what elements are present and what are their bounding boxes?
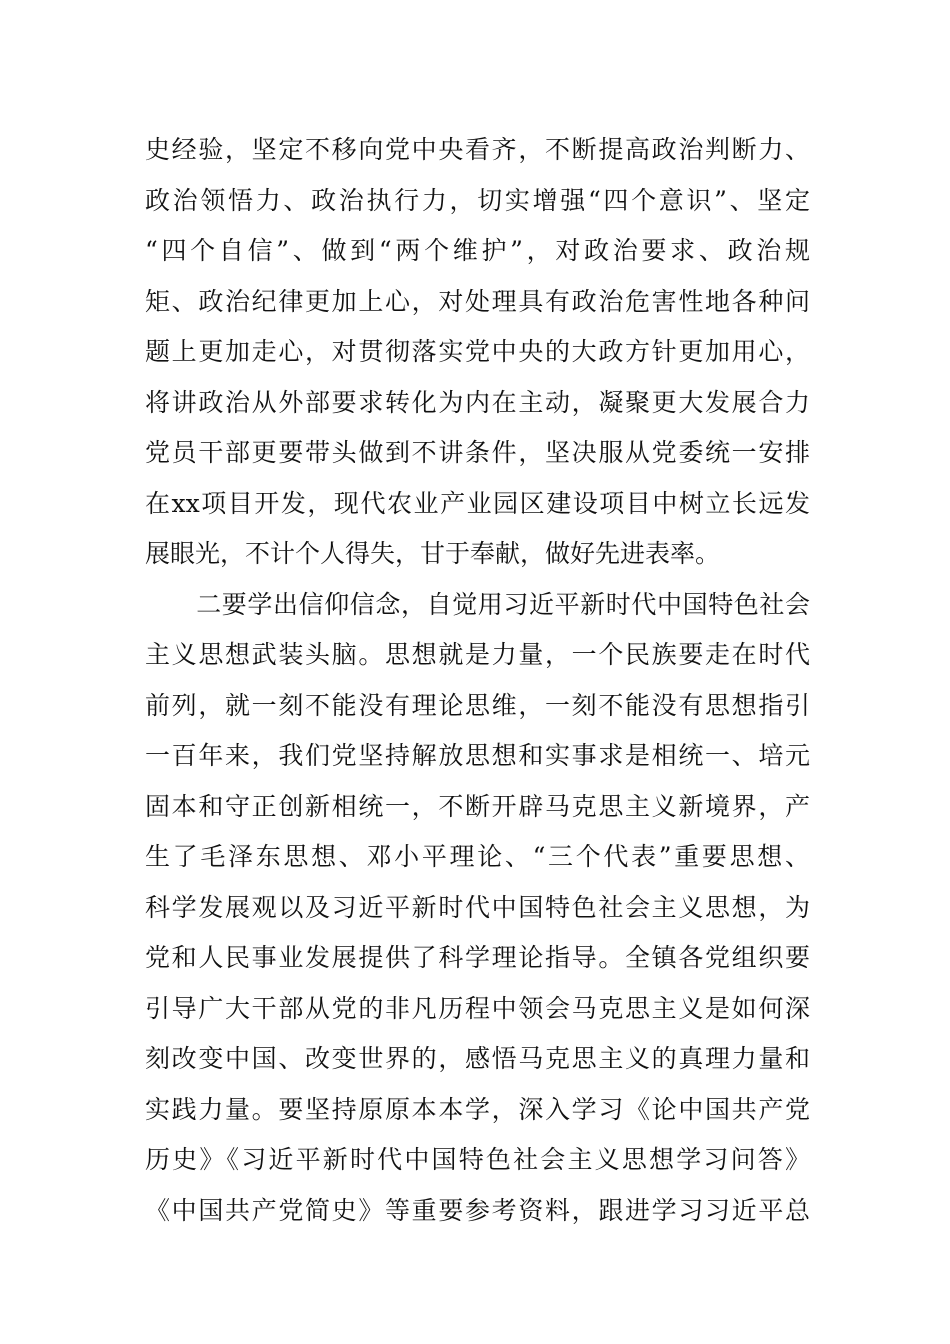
text-line: 在xx项目开发，现代农业产业园区建设项目中树立长远发 — [145, 489, 810, 518]
text-line: 党和人民事业发展提供了科学理论指导。全镇各党组织要 — [145, 943, 810, 972]
text-line: 一百年来，我们党坚持解放思想和实事求是相统一、培元 — [145, 741, 810, 770]
text-line: 二要学出信仰信念，自觉用习近平新时代中国特色社会 — [145, 590, 810, 619]
text-line: 矩、政治纪律更加上心，对处理具有政治危害性地各种问 — [145, 287, 810, 316]
text-line: 展眼光，不计个人得失，甘于奉献，做好先进表率。 — [145, 539, 721, 568]
text-line: 史经验，坚定不移向党中央看齐，不断提高政治判断力、 — [145, 135, 810, 164]
text-line: 固本和守正创新相统一，不断开辟马克思主义新境界，产 — [145, 792, 810, 821]
text-line: 政治领悟力、政治执行力，切实增强“四个意识”、坚定 — [145, 186, 810, 215]
text-line: “四个自信”、做到“两个维护”，对政治要求、政治规 — [145, 236, 810, 265]
text-line: 将讲政治从外部要求转化为内在主动，凝聚更大发展合力 — [145, 388, 810, 417]
text-line: 党员干部更要带头做到不讲条件，坚决服从党委统一安排 — [145, 438, 810, 467]
text-line: 主义思想武装头脑。思想就是力量，一个民族要走在时代 — [145, 640, 810, 669]
text-line: 题上更加走心，对贯彻落实党中央的大政方针更加用心， — [145, 337, 810, 366]
text-line: 历史》《习近平新时代中国特色社会主义思想学习问答》 — [145, 1145, 810, 1174]
text-line: 刻改变中国、改变世界的，感悟马克思主义的真理力量和 — [145, 1044, 810, 1073]
text-line: 引导广大干部从党的非凡历程中领会马克思主义是如何深 — [145, 994, 810, 1023]
text-line: 实践力量。要坚持原原本本学，深入学习《论中国共产党 — [145, 1095, 810, 1124]
text-line: 生了毛泽东思想、邓小平理论、“三个代表”重要思想、 — [145, 842, 810, 871]
text-line: 前列，就一刻不能没有理论思维，一刻不能没有思想指引 — [145, 691, 810, 720]
text-line: 《中国共产党简史》等重要参考资料，跟进学习习近平总 — [145, 1196, 810, 1225]
text-line: 科学发展观以及习近平新时代中国特色社会主义思想，为 — [145, 893, 810, 922]
